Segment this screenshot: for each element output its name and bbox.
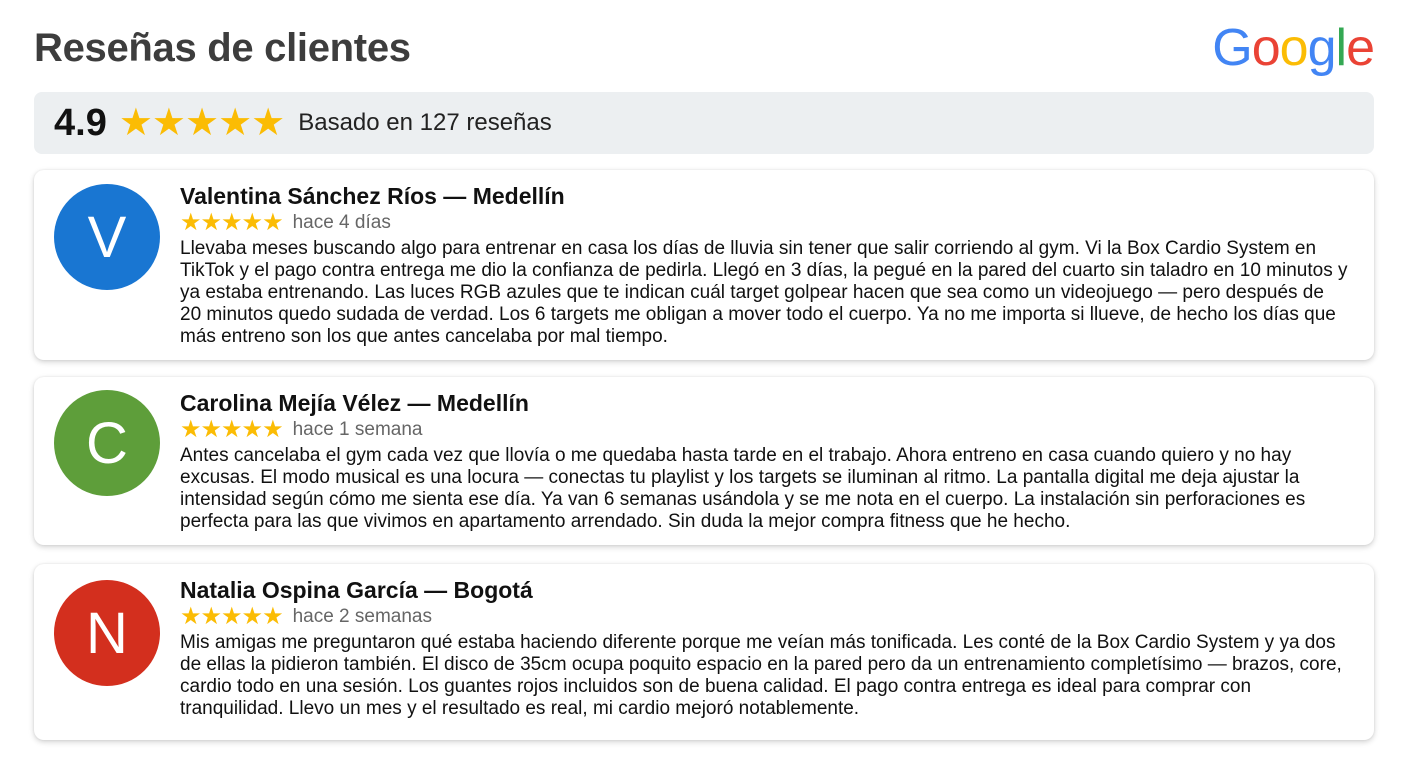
review-text: Antes cancelaba el gym cada vez que llovía o me quedaba hasta tarde en el trabajo. Ahora entreno en casa cuando quiero y no hay excusas. El modo musical es una locura — conectas tu playlist y los targets se iluminan al ritmo. La pantalla digital me deja ajustar la intensidad según cómo me sienta ese día. Ya van 6 semanas usándola y se me nota en el cuerpo. La instalación sin perforaciones es perfecta para las que vivimos en apartamento arrendado. Sin duda la mejor compra fitness que he hecho. xyxy=(180,445,1306,532)
page-title: Reseñas de clientes xyxy=(34,26,411,70)
review-body xyxy=(180,576,1350,720)
rating-row xyxy=(180,417,1350,443)
review-count-text: Basado en 127 reseñas xyxy=(298,109,552,136)
star-icon: ★ xyxy=(180,416,202,443)
star-icon: ★ xyxy=(180,209,202,236)
star-icon: ★ xyxy=(251,102,286,144)
avatar xyxy=(54,390,160,496)
review-stars xyxy=(180,605,283,629)
google-logo-letter: g xyxy=(1307,19,1336,77)
star-icon: ★ xyxy=(221,416,243,443)
star-icon: ★ xyxy=(180,603,202,630)
star-icon: ★ xyxy=(241,416,264,443)
summary-stars xyxy=(119,104,284,142)
star-icon: ★ xyxy=(221,209,243,236)
reviewer-name: Natalia Ospina García — Bogotá xyxy=(180,577,533,603)
review-date: hace 2 semanas xyxy=(292,606,432,627)
star-icon: ★ xyxy=(118,102,153,144)
review-text: Mis amigas me preguntaron qué estaba haciendo diferente porque me veían más tonificada. Les conté de la Box Cardio System y ya dos de ellas la pidieron también. El disco de 35cm ocupa poquito espacio en la pared pero da un entrenamiento completísimo — brazos, core, cardio todo en una sesión. Los guantes rojos incluidos son de buena calidad. El pago contra entrega es ideal para comprar con tranquilidad. Llevo un mes y el resultado es real, mi cardio mejoró notablemente. xyxy=(180,632,1342,719)
avatar xyxy=(54,580,160,686)
google-logo-letter: o xyxy=(1279,19,1308,77)
review-card xyxy=(34,170,1374,360)
review-stars xyxy=(180,211,283,235)
star-icon: ★ xyxy=(241,603,264,630)
rating-row xyxy=(180,604,1350,630)
star-icon: ★ xyxy=(200,603,223,630)
star-icon: ★ xyxy=(221,603,243,630)
review-card xyxy=(34,564,1374,740)
star-icon: ★ xyxy=(151,102,186,144)
avatar xyxy=(54,184,160,290)
rating-summary xyxy=(34,92,1374,154)
star-icon: ★ xyxy=(241,209,264,236)
star-icon: ★ xyxy=(184,102,220,144)
review-date: hace 1 semana xyxy=(292,419,423,440)
review-card xyxy=(34,377,1374,545)
google-logo-letter: l xyxy=(1335,19,1347,77)
review-body xyxy=(180,182,1350,348)
avatar-initial: V xyxy=(87,204,127,270)
star-icon: ★ xyxy=(262,603,284,630)
review-text: Llevaba meses buscando algo para entrenar en casa los días de lluvia sin tener que salir corriendo al gym. Vi la Box Cardio System en TikTok y el pago contra entrega me dio la confianza de pedirla. Llegó en 3 días, la pegué en la pared del cuarto sin taladro en 10 minutos y ya estaba entrenando. Las luces RGB azules que te indican cuál target golpear hacen que sea como un videojuego — pero después de 20 minutos quedo sudada de verdad. Los 6 targets me obligan a mover todo el cuerpo. Ya no me importa si llueve, de hecho los días que más entreno son los que antes cancelaba por mal tiempo. xyxy=(180,238,1348,347)
avatar-initial: N xyxy=(86,600,128,666)
review-stars xyxy=(180,418,283,442)
reviewer-name: Valentina Sánchez Ríos — Medellín xyxy=(180,183,565,209)
star-icon: ★ xyxy=(200,416,223,443)
google-logo xyxy=(1212,19,1374,77)
star-icon: ★ xyxy=(262,209,284,236)
reviewer-name: Carolina Mejía Vélez — Medellín xyxy=(180,390,529,416)
review-date: hace 4 días xyxy=(292,212,391,233)
star-icon: ★ xyxy=(200,209,223,236)
review-body xyxy=(180,389,1350,533)
avatar-initial: C xyxy=(86,410,128,476)
rating-row xyxy=(180,210,1350,236)
google-logo-letter: G xyxy=(1212,19,1252,77)
average-score: 4.9 xyxy=(54,101,107,144)
star-icon: ★ xyxy=(218,102,253,144)
google-logo-letter: e xyxy=(1346,19,1374,77)
star-icon: ★ xyxy=(262,416,284,443)
google-logo-letter: o xyxy=(1251,19,1280,77)
